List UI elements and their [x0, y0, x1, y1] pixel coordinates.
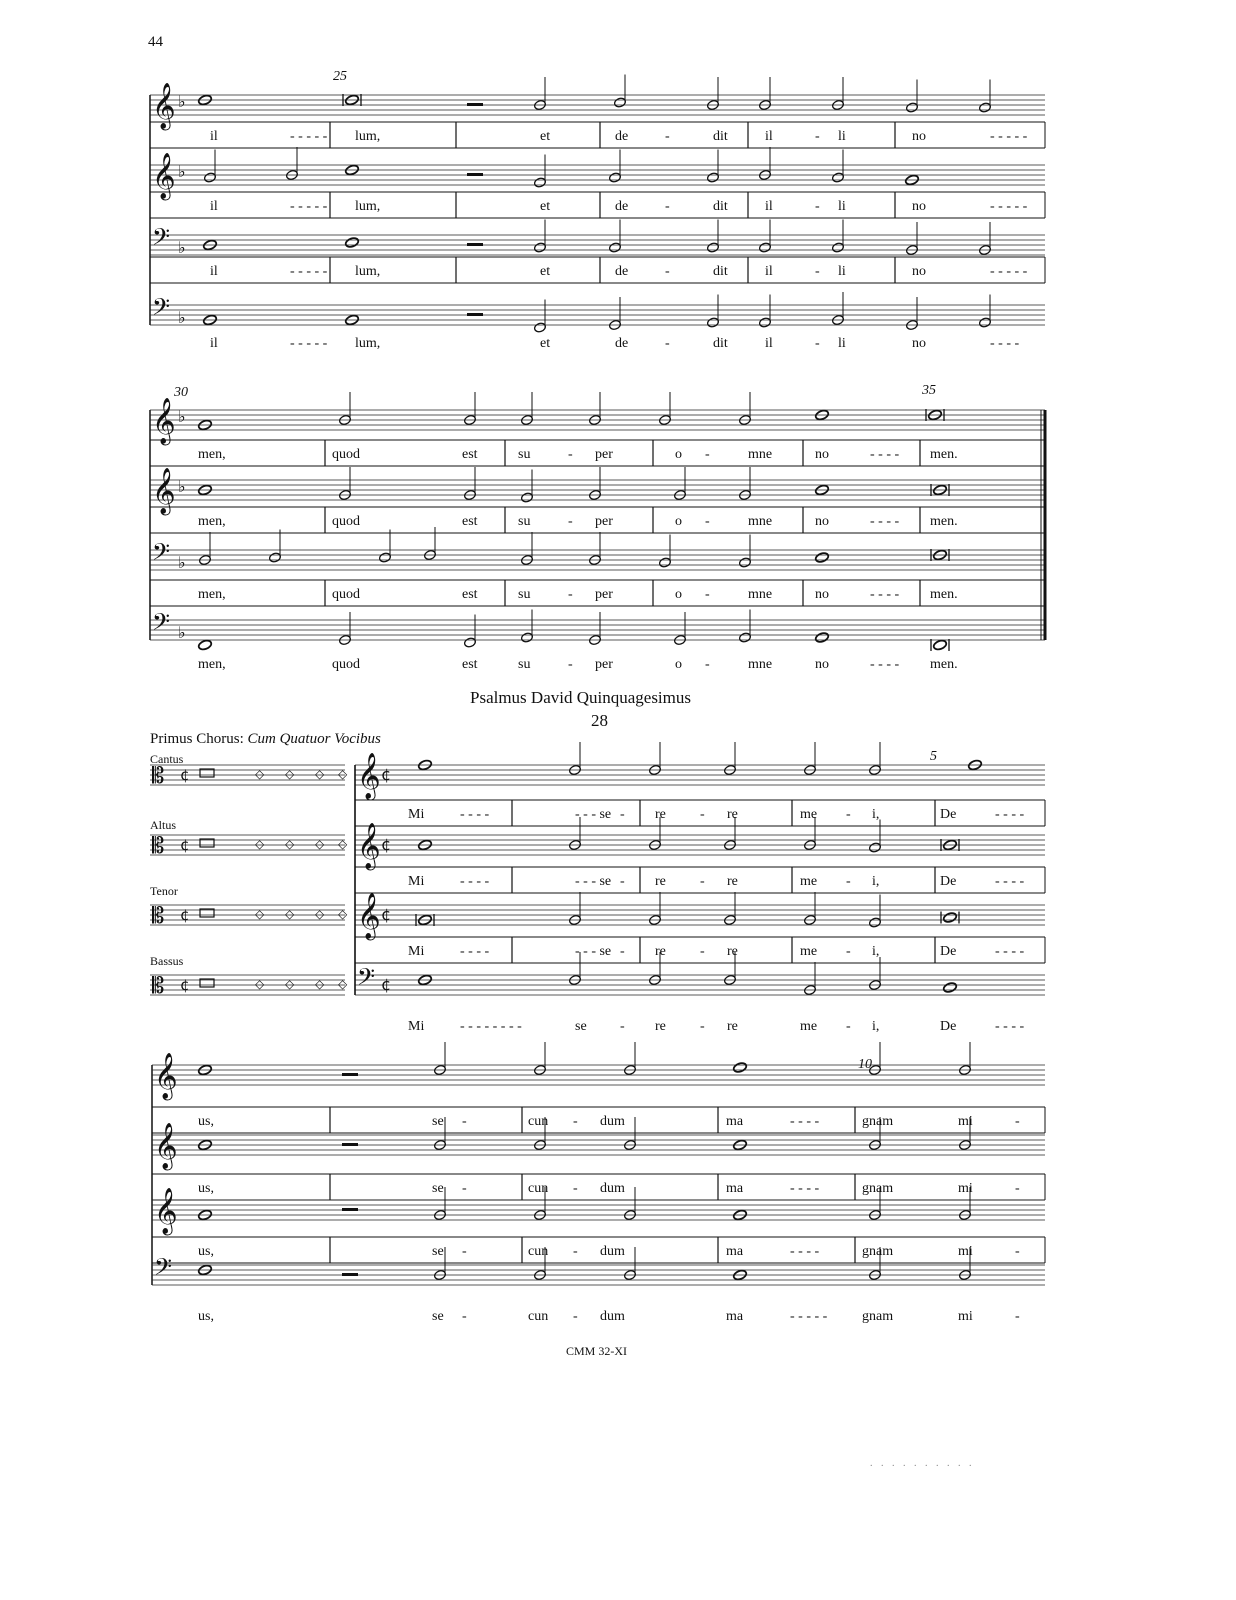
voice-name-cantus: Cantus [150, 752, 184, 766]
lyric-syllable: il [210, 199, 218, 214]
lyric-syllable: - [462, 1181, 467, 1196]
treble-clef-icon: 𝄞 [154, 1123, 178, 1169]
lyric-syllable: dit [713, 199, 728, 214]
rest-mark [467, 103, 483, 106]
lyric-syllable: quod [332, 447, 360, 462]
lyric-syllable: - [573, 1309, 578, 1324]
lyric-syllable: lum, [355, 129, 381, 144]
lyric-syllable: - [705, 587, 710, 602]
lyric-syllable: se [432, 1181, 444, 1196]
lyric-syllable: - [705, 447, 710, 462]
diamond-note-icon: ◇ [255, 767, 265, 781]
lyric-syllable: me [800, 807, 818, 822]
lyric-syllable: de [615, 264, 629, 279]
lyric-syllable: - [620, 874, 625, 889]
whole-note [815, 632, 830, 644]
cut-time-icon: ¢ [180, 976, 190, 994]
diamond-note-icon: ◇ [255, 907, 265, 921]
lyric-syllable: - [815, 264, 820, 279]
lyric-syllable: cun [528, 1244, 549, 1259]
lyric-syllable: per [595, 657, 613, 672]
lyric-syllable: li [838, 199, 846, 214]
lyric-syllable: De [940, 1019, 957, 1034]
lyric-syllable: men, [198, 657, 226, 672]
lyric-syllable: il [210, 129, 218, 144]
lyric-syllable: su [518, 587, 531, 602]
bass-clef-icon: 𝄢 [154, 1253, 173, 1286]
lyric-syllable: men. [930, 657, 958, 672]
lyric-syllable: - - - - - [290, 336, 328, 351]
rest-mark [342, 1273, 358, 1276]
flat-key-signature-icon: ♭ [178, 92, 186, 111]
lyric-syllable: - [568, 447, 573, 462]
lyric-syllable: su [518, 514, 531, 529]
lyric-syllable: no [815, 447, 829, 462]
diamond-note-icon: ◇ [315, 837, 325, 851]
lyric-syllable: mne [748, 447, 773, 462]
lyric-syllable: - [620, 944, 625, 959]
lyric-syllable: su [518, 447, 531, 462]
measure-number: 5 [930, 749, 937, 764]
lyric-syllable: quod [332, 587, 360, 602]
lyric-syllable: men, [198, 447, 226, 462]
treble-clef-icon: 𝄞 [152, 83, 176, 129]
lyric-syllable: mne [748, 587, 773, 602]
lyric-syllable: ma [726, 1244, 744, 1259]
lyric-syllable: - [573, 1181, 578, 1196]
lyric-syllable: re [655, 874, 666, 889]
lyric-syllable: me [800, 874, 818, 889]
lyric-syllable: dit [713, 264, 728, 279]
lyric-syllable: - [815, 199, 820, 214]
lyric-syllable: de [615, 129, 629, 144]
lyric-syllable: li [838, 129, 846, 144]
lyric-syllable: - - - - [995, 1019, 1025, 1034]
diamond-note-icon: ◇ [285, 977, 295, 991]
lyric-syllable: - - - - - [290, 129, 328, 144]
lyric-syllable: cun [528, 1181, 549, 1196]
lyric-syllable: il [210, 264, 218, 279]
whole-note [198, 639, 213, 651]
lyric-syllable: quod [332, 514, 360, 529]
lyric-syllable: - [700, 944, 705, 959]
whole-note [345, 237, 360, 249]
lyric-syllable: mne [748, 514, 773, 529]
lyric-syllable: - [705, 657, 710, 672]
lyric-syllable: Mi [408, 807, 425, 822]
lyric-syllable: mi [958, 1309, 973, 1324]
voice-name-altus: Altus [150, 818, 177, 832]
lyric-syllable: se [575, 1019, 587, 1034]
diamond-note-icon: ◇ [285, 837, 295, 851]
cut-time-icon: ¢ [381, 975, 392, 994]
measure-number: 10 [858, 1057, 872, 1072]
whole-note [733, 1062, 748, 1074]
lyric-syllable: - [665, 264, 670, 279]
lyric-syllable: est [462, 447, 478, 462]
lyric-syllable: - - - - [870, 447, 900, 462]
diamond-note-icon: ◇ [315, 767, 325, 781]
lyric-syllable: us, [198, 1309, 214, 1324]
lyric-syllable: - - - - [460, 807, 490, 822]
bass-clef-icon: 𝄢 [357, 963, 376, 996]
diamond-note-icon: ◇ [338, 907, 348, 921]
lyric-syllable: - [1015, 1244, 1020, 1259]
bass-clef-icon: 𝄢 [152, 293, 171, 326]
diamond-note-icon: ◇ [285, 767, 295, 781]
lyric-syllable: dit [713, 336, 728, 351]
lyric-syllable: re [727, 1019, 738, 1034]
lyric-syllable: re [727, 944, 738, 959]
scan-artifact-dots: . . . . . . . . . . [870, 1458, 975, 1469]
diamond-note-icon: ◇ [285, 907, 295, 921]
lyric-syllable: - - - se [575, 944, 612, 959]
treble-clef-icon: 𝄞 [152, 468, 176, 514]
lyric-syllable: - [620, 807, 625, 822]
lyric-syllable: - [665, 199, 670, 214]
lyric-syllable: - [573, 1114, 578, 1129]
lyric-syllable: - [1015, 1181, 1020, 1196]
treble-clef-icon: 𝄞 [154, 1188, 178, 1234]
lyric-syllable: dum [600, 1114, 625, 1129]
diamond-note-icon: ◇ [255, 837, 265, 851]
c-clef-icon: 𝄡 [152, 904, 165, 929]
flat-key-signature-icon: ♭ [178, 308, 186, 327]
lyric-syllable: est [462, 514, 478, 529]
lyric-syllable: se [432, 1309, 444, 1324]
lyric-syllable: mi [958, 1181, 973, 1196]
lyric-syllable: - - - - [990, 336, 1020, 351]
bass-clef-icon: 𝄢 [152, 538, 171, 571]
whole-note [943, 982, 958, 994]
lyric-syllable: us, [198, 1114, 214, 1129]
lyric-syllable: - [700, 874, 705, 889]
lyric-syllable: de [615, 199, 629, 214]
flat-key-signature-icon: ♭ [178, 623, 186, 642]
lyric-syllable: - [700, 1019, 705, 1034]
lyric-syllable: re [655, 944, 666, 959]
lyric-syllable: - - - - - [990, 129, 1028, 144]
lyric-syllable: o [675, 447, 682, 462]
lyric-syllable: dum [600, 1244, 625, 1259]
lyric-syllable: men, [198, 514, 226, 529]
c-clef-icon: 𝄡 [152, 764, 165, 789]
lyric-syllable: - - - - [995, 944, 1025, 959]
lyric-syllable: dit [713, 129, 728, 144]
lyric-syllable: gnam [862, 1181, 894, 1196]
flat-key-signature-icon: ♭ [178, 407, 186, 426]
lyric-syllable: - [462, 1309, 467, 1324]
lyric-syllable: - - - - - [790, 1309, 828, 1324]
treble-clef-icon: 𝄞 [357, 753, 381, 799]
lyric-syllable: mi [958, 1114, 973, 1129]
lyric-syllable: dum [600, 1309, 625, 1324]
lyric-syllable: men. [930, 587, 958, 602]
c-clef-icon: 𝄡 [152, 834, 165, 859]
lyric-syllable: - - - se [575, 874, 612, 889]
cut-time-icon: ¢ [180, 906, 190, 924]
treble-clef-icon: 𝄞 [152, 153, 176, 199]
voice-name-tenor: Tenor [150, 884, 178, 898]
lyric-syllable: ma [726, 1181, 744, 1196]
lyric-syllable: Mi [408, 1019, 425, 1034]
lyric-syllable: men. [930, 514, 958, 529]
lyric-syllable: il [765, 199, 773, 214]
rest-mark [467, 173, 483, 176]
diamond-note-icon: ◇ [338, 977, 348, 991]
lyric-syllable: et [540, 336, 551, 351]
lyric-syllable: - [846, 874, 851, 889]
lyric-syllable: - [705, 514, 710, 529]
lyric-syllable: cun [528, 1114, 549, 1129]
lyric-syllable: Mi [408, 874, 425, 889]
lyric-syllable: se [432, 1244, 444, 1259]
lyric-syllable: re [727, 874, 738, 889]
voice-name-bassus: Bassus [150, 954, 184, 968]
lyric-syllable: - - - - [870, 514, 900, 529]
lyric-syllable: per [595, 447, 613, 462]
treble-clef-icon: 𝄞 [357, 893, 381, 939]
treble-clef-icon: 𝄞 [154, 1053, 178, 1099]
lyric-syllable: su [518, 657, 531, 672]
lyric-syllable: cun [528, 1309, 549, 1324]
lyric-syllable: i, [872, 944, 880, 959]
page-number: 44 [148, 34, 163, 50]
lyric-syllable: ma [726, 1114, 744, 1129]
lyric-syllable: - [1015, 1114, 1020, 1129]
lyric-syllable: no [912, 199, 926, 214]
lyric-syllable: dum [600, 1181, 625, 1196]
lyric-syllable: et [540, 264, 551, 279]
lyric-syllable: - [462, 1114, 467, 1129]
lyric-syllable: gnam [862, 1309, 894, 1324]
bass-clef-icon: 𝄢 [152, 608, 171, 641]
whole-note [933, 639, 948, 651]
lyric-syllable: no [912, 129, 926, 144]
lyric-syllable: - - - - [790, 1181, 820, 1196]
diamond-note-icon: ◇ [338, 837, 348, 851]
lyric-syllable: De [940, 874, 957, 889]
cut-time-icon: ¢ [180, 836, 190, 854]
lyric-syllable: - [573, 1244, 578, 1259]
flat-key-signature-icon: ♭ [178, 553, 186, 572]
lyric-syllable: - [665, 129, 670, 144]
c-clef-icon: 𝄡 [152, 974, 165, 999]
lyric-syllable: ma [726, 1309, 744, 1324]
lyric-syllable: mi [958, 1244, 973, 1259]
lyric-syllable: - - - - - - - - [460, 1019, 522, 1034]
lyric-syllable: - [665, 336, 670, 351]
lyric-syllable: no [815, 587, 829, 602]
lyric-syllable: - [568, 514, 573, 529]
lyric-syllable: - - - - [460, 944, 490, 959]
flat-key-signature-icon: ♭ [178, 477, 186, 496]
flat-key-signature-icon: ♭ [178, 238, 186, 257]
lyric-syllable: il [765, 336, 773, 351]
lyric-syllable: i, [872, 807, 880, 822]
measure-number: 30 [174, 385, 188, 400]
rest-mark [342, 1208, 358, 1211]
piece-title: Psalmus David Quinquagesimus [470, 688, 691, 707]
lyric-syllable: - - - - [790, 1244, 820, 1259]
treble-clef-icon: 𝄞 [152, 398, 176, 444]
lyric-syllable: gnam [862, 1114, 894, 1129]
chorus-label-text: Primus Chorus: [150, 731, 244, 747]
cut-time-icon: ¢ [381, 905, 392, 924]
lyric-syllable: quod [332, 657, 360, 672]
lyric-syllable: re [655, 1019, 666, 1034]
cut-time-icon: ¢ [180, 766, 190, 784]
flat-key-signature-icon: ♭ [178, 162, 186, 181]
lyric-syllable: se [432, 1114, 444, 1129]
diamond-note-icon: ◇ [255, 977, 265, 991]
lyric-syllable: no [912, 336, 926, 351]
chorus-label-italic: Cum Quatuor Vocibus [247, 731, 381, 747]
measure-number: 25 [333, 69, 347, 84]
lyric-syllable: - [815, 336, 820, 351]
lyric-syllable: il [210, 336, 218, 351]
whole-note [943, 912, 958, 924]
lyric-syllable: De [940, 807, 957, 822]
diamond-note-icon: ◇ [315, 977, 325, 991]
lyric-syllable: o [675, 657, 682, 672]
lyric-syllable: - [568, 587, 573, 602]
lyric-syllable: o [675, 587, 682, 602]
rest-mark [467, 243, 483, 246]
diamond-note-icon: ◇ [338, 767, 348, 781]
lyric-syllable: me [800, 1019, 818, 1034]
lyric-syllable: me [800, 944, 818, 959]
lyric-syllable: - - - - [995, 807, 1025, 822]
lyric-syllable: et [540, 199, 551, 214]
lyric-syllable: - - - se [575, 807, 612, 822]
lyric-syllable: re [655, 807, 666, 822]
lyric-syllable: no [912, 264, 926, 279]
lyric-syllable: - [1015, 1309, 1020, 1324]
lyric-syllable: et [540, 129, 551, 144]
lyric-syllable: - [568, 657, 573, 672]
lyric-syllable: il [765, 264, 773, 279]
lyric-syllable: us, [198, 1181, 214, 1196]
lyric-syllable: - - - - [995, 874, 1025, 889]
lyric-syllable: - - - - [460, 874, 490, 889]
lyric-syllable: lum, [355, 336, 381, 351]
lyric-syllable: - [815, 129, 820, 144]
lyric-syllable: - [846, 1019, 851, 1034]
piece-number: 28 [591, 711, 608, 730]
lyric-syllable: us, [198, 1244, 214, 1259]
lyric-syllable: De [940, 944, 957, 959]
lyric-syllable: - - - - [790, 1114, 820, 1129]
lyric-syllable: mne [748, 657, 773, 672]
lyric-syllable: - - - - [870, 657, 900, 672]
lyric-syllable: lum, [355, 264, 381, 279]
lyric-syllable: men, [198, 587, 226, 602]
lyric-syllable: i, [872, 1019, 880, 1034]
lyric-syllable: - [700, 807, 705, 822]
lyric-syllable: lum, [355, 199, 381, 214]
lyric-syllable: men. [930, 447, 958, 462]
lyric-syllable: gnam [862, 1244, 894, 1259]
lyric-syllable: - - - - - [990, 199, 1028, 214]
lyric-syllable: est [462, 587, 478, 602]
lyric-syllable: per [595, 587, 613, 602]
lyric-syllable: Mi [408, 944, 425, 959]
rest-mark [467, 313, 483, 316]
lyric-syllable: il [765, 129, 773, 144]
lyric-syllable: o [675, 514, 682, 529]
lyric-syllable: - - - - - [990, 264, 1028, 279]
footer-catalog: CMM 32-XI [566, 1344, 628, 1358]
lyric-syllable: re [727, 807, 738, 822]
rest-mark [342, 1073, 358, 1076]
lyric-syllable: - [846, 807, 851, 822]
lyric-syllable: no [815, 657, 829, 672]
lyric-syllable: li [838, 264, 846, 279]
lyric-syllable: - [846, 944, 851, 959]
lyric-syllable: - - - - - [290, 264, 328, 279]
lyric-syllable: per [595, 514, 613, 529]
diamond-note-icon: ◇ [315, 907, 325, 921]
cut-time-icon: ¢ [381, 765, 392, 784]
lyric-syllable: li [838, 336, 846, 351]
cut-time-icon: ¢ [381, 835, 392, 854]
measure-number: 35 [922, 383, 936, 398]
lyric-syllable: i, [872, 874, 880, 889]
treble-clef-icon: 𝄞 [357, 823, 381, 869]
lyric-syllable: de [615, 336, 629, 351]
lyric-syllable: est [462, 657, 478, 672]
rest-mark [342, 1143, 358, 1146]
lyric-syllable: - [462, 1244, 467, 1259]
lyric-syllable: - - - - - [290, 199, 328, 214]
lyric-syllable: no [815, 514, 829, 529]
lyric-syllable: - - - - [870, 587, 900, 602]
lyric-syllable: - [620, 1019, 625, 1034]
bass-clef-icon: 𝄢 [152, 223, 171, 256]
whole-note [815, 552, 830, 564]
